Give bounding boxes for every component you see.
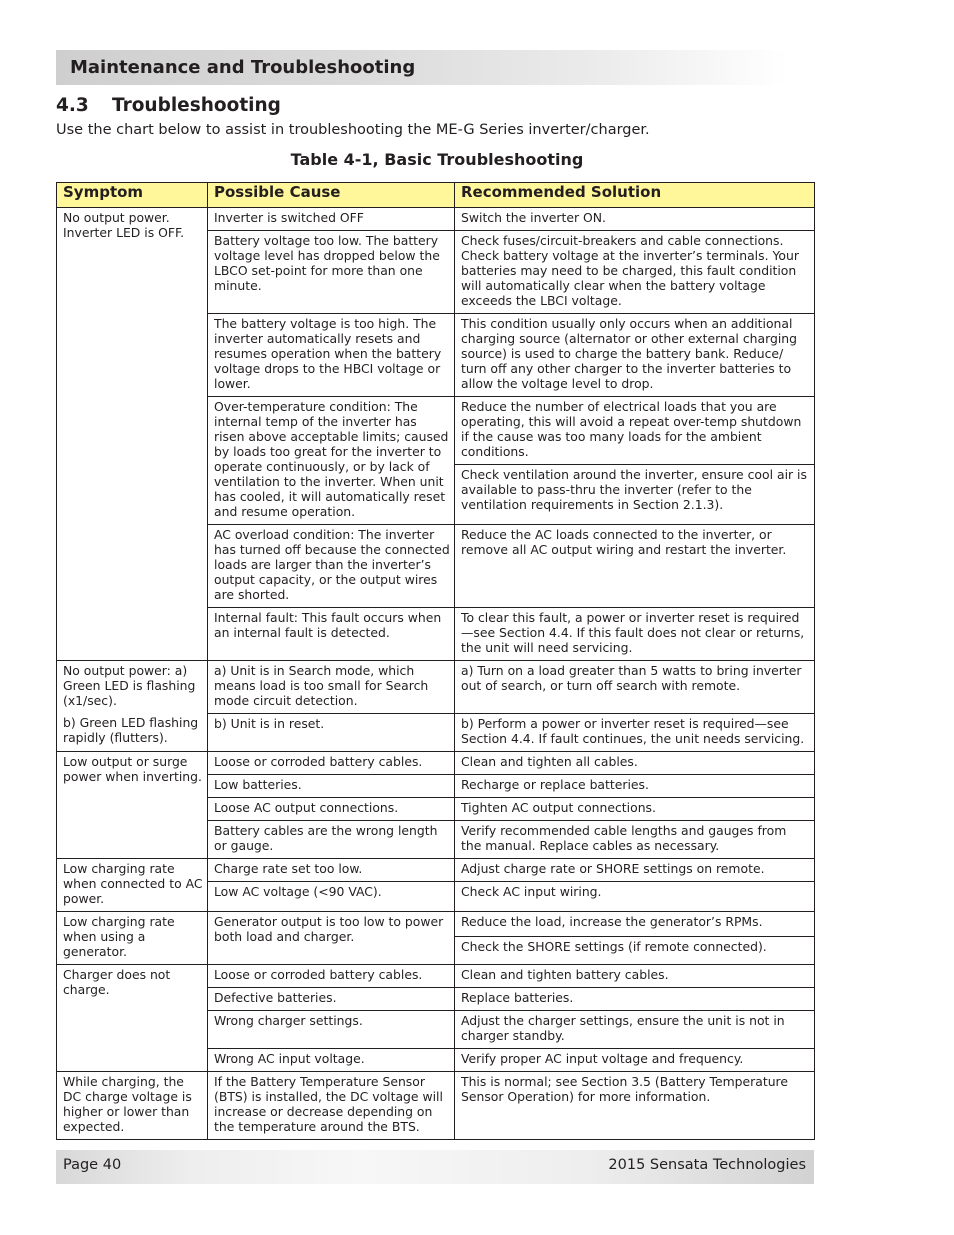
symptom-cell: Low charging rate when connected to AC power. xyxy=(57,859,208,912)
solution-cell: Adjust charge rate or SHORE settings on remote. xyxy=(455,859,815,882)
header-symptom: Symptom xyxy=(57,183,208,208)
cause-cell: Wrong charger settings. xyxy=(208,1011,455,1049)
cause-cell: Loose or corroded battery cables. xyxy=(208,965,455,988)
solution-cell: Check fuses/circuit-breakers and cable connections. Check battery voltage at the inverter’s terminals. Your batteries may need to be charged, this fault condition will automatically clear when the battery voltage exceeds the LBCI voltage. xyxy=(455,231,815,314)
table-row xyxy=(57,912,815,937)
chapter-header-bar xyxy=(56,50,788,85)
solution-cell: Switch the inverter ON. xyxy=(455,208,815,231)
cause-cell: Low AC voltage (<90 VAC). xyxy=(208,882,455,912)
table-caption-text: Table 4-1, Basic Troubleshooting xyxy=(290,150,584,169)
solution-cell: b) Perform a power or inverter reset is required—see Section 4.4. If fault continues, the unit needs servicing. xyxy=(455,714,815,752)
header-recommended-solution: Recommended Solution xyxy=(455,183,815,208)
table-row xyxy=(57,752,815,775)
table-row xyxy=(57,208,815,231)
table-row xyxy=(57,1072,815,1140)
solution-cell: Verify recommended cable lengths and gauges from the manual. Replace cables as necessary. xyxy=(455,821,815,859)
page-footer-bar xyxy=(56,1150,814,1184)
solution-cell: Recharge or replace batteries. xyxy=(455,775,815,798)
chapter-title: Maintenance and Troubleshooting xyxy=(70,57,416,78)
header-possible-cause: Possible Cause xyxy=(208,183,455,208)
cause-cell: Battery cables are the wrong length or gauge. xyxy=(208,821,455,859)
cause-cell: Defective batteries. xyxy=(208,988,455,1011)
cause-cell: Inverter is switched OFF xyxy=(208,208,455,231)
solution-cell: Clean and tighten battery cables. xyxy=(455,965,815,988)
cause-cell: a) Unit is in Search mode, which means load is too small for Search mode circuit detection. xyxy=(208,661,455,714)
cause-cell: b) Unit is in reset. xyxy=(208,714,455,752)
solution-cell: a) Turn on a load greater than 5 watts to bring inverter out of search, or turn off search with remote. xyxy=(455,661,815,714)
solution-cell: Check the SHORE settings (if remote connected). xyxy=(455,937,815,965)
solution-cell: Replace batteries. xyxy=(455,988,815,1011)
copyright-text: 2015 Sensata Technologies xyxy=(608,1157,806,1173)
table-row xyxy=(57,859,815,882)
solution-cell: This condition usually only occurs when an additional charging source (alternator or other external charging source) is used to charge the battery bank. Reduce/ turn off any other charger to the inverter batteries to allow the voltage level to drop. xyxy=(455,314,815,397)
section-number: 4.3 xyxy=(56,95,89,116)
cause-cell: Loose or corroded battery cables. xyxy=(208,752,455,775)
cause-cell: Internal fault: This fault occurs when an internal fault is detected. xyxy=(208,608,455,661)
symptom-cell xyxy=(57,661,208,752)
cause-cell: Battery voltage too low. The battery voltage level has dropped below the LBCO set-point for more than one minute. xyxy=(208,231,455,314)
section-heading xyxy=(56,95,281,116)
solution-cell: Adjust the charger settings, ensure the unit is not in charger standby. xyxy=(455,1011,815,1049)
symptom-cell: While charging, the DC charge voltage is higher or lower than expected. xyxy=(57,1072,208,1140)
cause-cell: Loose AC output connections. xyxy=(208,798,455,821)
solution-cell: Verify proper AC input voltage and frequency. xyxy=(455,1049,815,1072)
intro-paragraph: Use the chart below to assist in troubleshooting the ME-G Series inverter/charger. xyxy=(56,122,650,138)
cause-cell: Generator output is too low to power both load and charger. xyxy=(208,912,455,965)
symptom-cell: Low charging rate when using a generator. xyxy=(57,912,208,965)
cause-cell: The battery voltage is too high. The inverter automatically resets and resumes operation when the battery voltage drops to the HBCI voltage or lower. xyxy=(208,314,455,397)
solution-cell: To clear this fault, a power or inverter reset is required—see Section 4.4. If this fault does not clear or returns, the unit will need servicing. xyxy=(455,608,815,661)
symptom-cell: Low output or surge power when inverting. xyxy=(57,752,208,859)
cause-cell: Wrong AC input voltage. xyxy=(208,1049,455,1072)
cause-cell: Low batteries. xyxy=(208,775,455,798)
troubleshooting-table xyxy=(56,182,815,1140)
solution-cell: This is normal; see Section 3.5 (Battery Temperature Sensor Operation) for more information. xyxy=(455,1072,815,1140)
symptom-cell: No output power. Inverter LED is OFF. xyxy=(57,208,208,661)
table-caption xyxy=(56,150,814,169)
solution-cell: Reduce the load, increase the generator’s RPMs. xyxy=(455,912,815,937)
cause-cell: If the Battery Temperature Sensor (BTS) is installed, the DC voltage will increase or decrease depending on the temperature around the BTS. xyxy=(208,1072,455,1140)
solution-cell: Reduce the AC loads connected to the inverter, or remove all AC output wiring and restart the inverter. xyxy=(455,525,815,608)
symptom-cell: Charger does not charge. xyxy=(57,965,208,1072)
table-header-row xyxy=(57,183,815,208)
cause-cell: AC overload condition: The inverter has turned off because the connected loads are larger than the inverter’s output capacity, or the output wires are shorted. xyxy=(208,525,455,608)
cause-cell: Charge rate set too low. xyxy=(208,859,455,882)
symptom-text-b: b) Green LED flashing rapidly (flutters). xyxy=(63,715,199,745)
solution-cell: Check AC input wiring. xyxy=(455,882,815,912)
table-row xyxy=(57,965,815,988)
section-title: Troubleshooting xyxy=(112,95,281,116)
solution-cell: Tighten AC output connections. xyxy=(455,798,815,821)
solution-cell: Check ventilation around the inverter, ensure cool air is available to pass-thru the inverter (refer to the ventilation requirements in Section 2.1.3). xyxy=(455,465,815,525)
solution-cell: Clean and tighten all cables. xyxy=(455,752,815,775)
solution-cell: Reduce the number of electrical loads that you are operating, this will avoid a repeat over-temp shutdown if the cause was too many loads for the ambient conditions. xyxy=(455,397,815,465)
cause-cell: Over-temperature condition: The internal temp of the inverter has risen above acceptable limits; caused by loads too great for the inverter to operate continuously, or by lack of ventilation to the inverter. When unit has cooled, it will automatically reset and resume operation. xyxy=(208,397,455,525)
symptom-text-a: No output power: a) Green LED is flashing (x1/sec). xyxy=(63,663,196,708)
table-row xyxy=(57,661,815,714)
page-number: Page 40 xyxy=(63,1157,122,1173)
